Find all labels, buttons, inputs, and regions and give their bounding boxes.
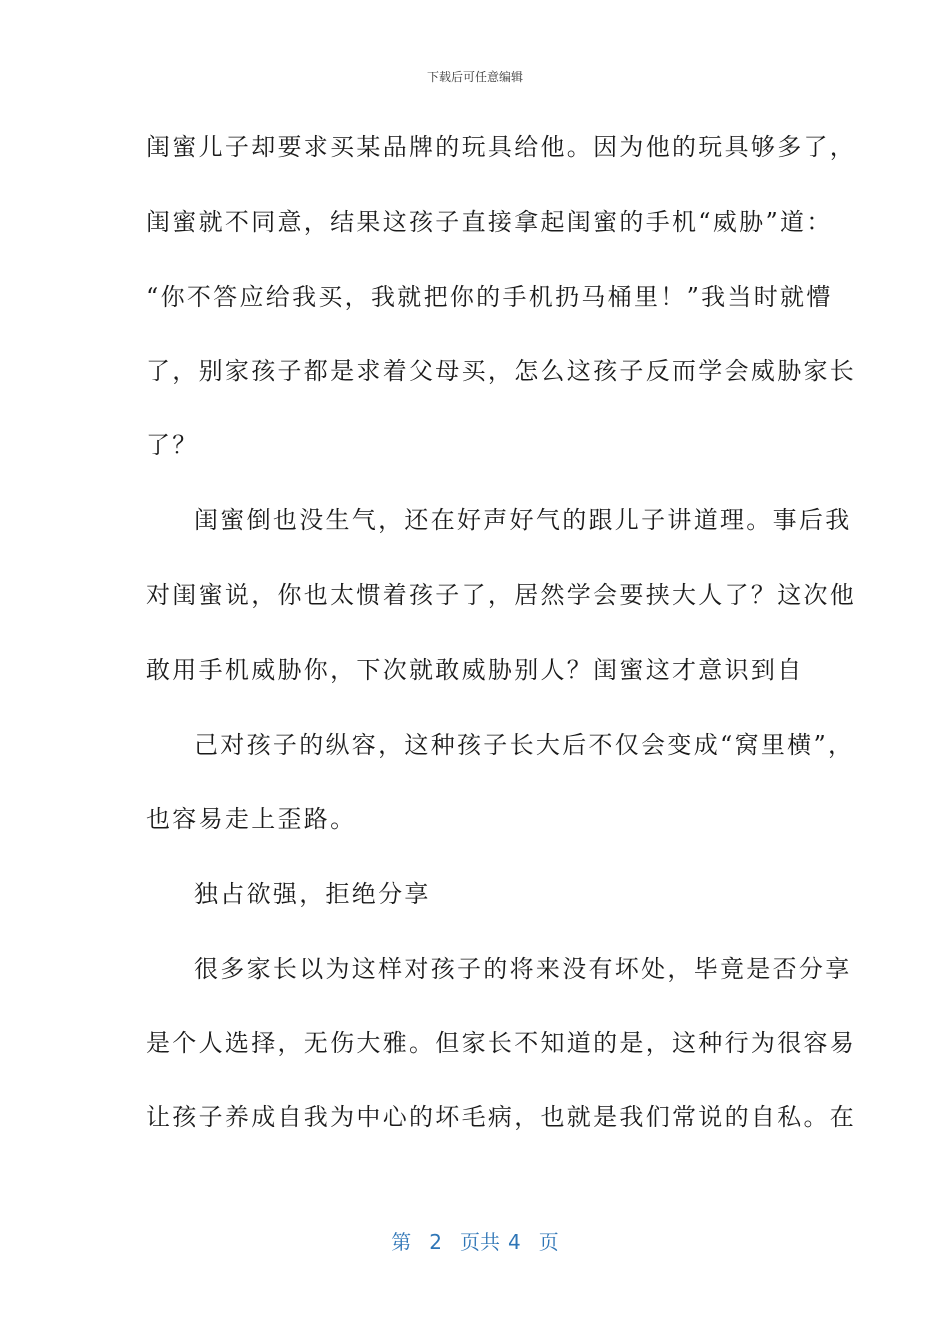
body-line: “你不答应给我买，我就把你的手机扔马桶里！”我当时就懵 [146, 283, 833, 311]
page-footer [0, 1226, 950, 1255]
footer-total-pages: 4 [508, 1230, 521, 1254]
footer-ye-gong: 页共 [460, 1230, 500, 1254]
body-line: 了，别家孩子都是求着父母买，怎么这孩子反而学会威胁家长 [146, 357, 857, 385]
body-line: 也容易走上歪路。 [146, 805, 357, 833]
body-line: 是个人选择，无伤大雅。但家长不知道的是，这种行为很容易 [146, 1029, 857, 1057]
body-line: 闺蜜儿子却要求买某品牌的玩具给他。因为他的玩具够多了， [146, 133, 857, 161]
body-line: 对闺蜜说，你也太惯着孩子了，居然学会要挟大人了？这次他 [146, 581, 857, 609]
footer-page-number: 2 [429, 1230, 442, 1254]
body-line: 了？ [146, 431, 199, 459]
body-line: 让孩子养成自我为中心的坏毛病，也就是我们常说的自私。在 [146, 1103, 857, 1131]
body-line: 己对孩子的纵容，这种孩子长大后不仅会变成“窝里横”， [194, 731, 855, 759]
body-line: 闺蜜就不同意，结果这孩子直接拿起闺蜜的手机“威胁”道： [146, 208, 833, 236]
body-line: 闺蜜倒也没生气，还在好声好气的跟儿子讲道理。事后我 [194, 506, 852, 534]
body-line: 很多家长以为这样对孩子的将来没有坏处，毕竟是否分享 [194, 955, 852, 983]
footer-di: 第 [391, 1230, 412, 1254]
header-note: 下载后可任意编辑 [426, 70, 523, 84]
section-heading: 独占欲强，拒绝分享 [194, 880, 431, 908]
body-line: 敢用手机威胁你，下次就敢威胁别人？闺蜜这才意识到自 [146, 656, 804, 684]
footer-ye: 页 [538, 1230, 559, 1254]
